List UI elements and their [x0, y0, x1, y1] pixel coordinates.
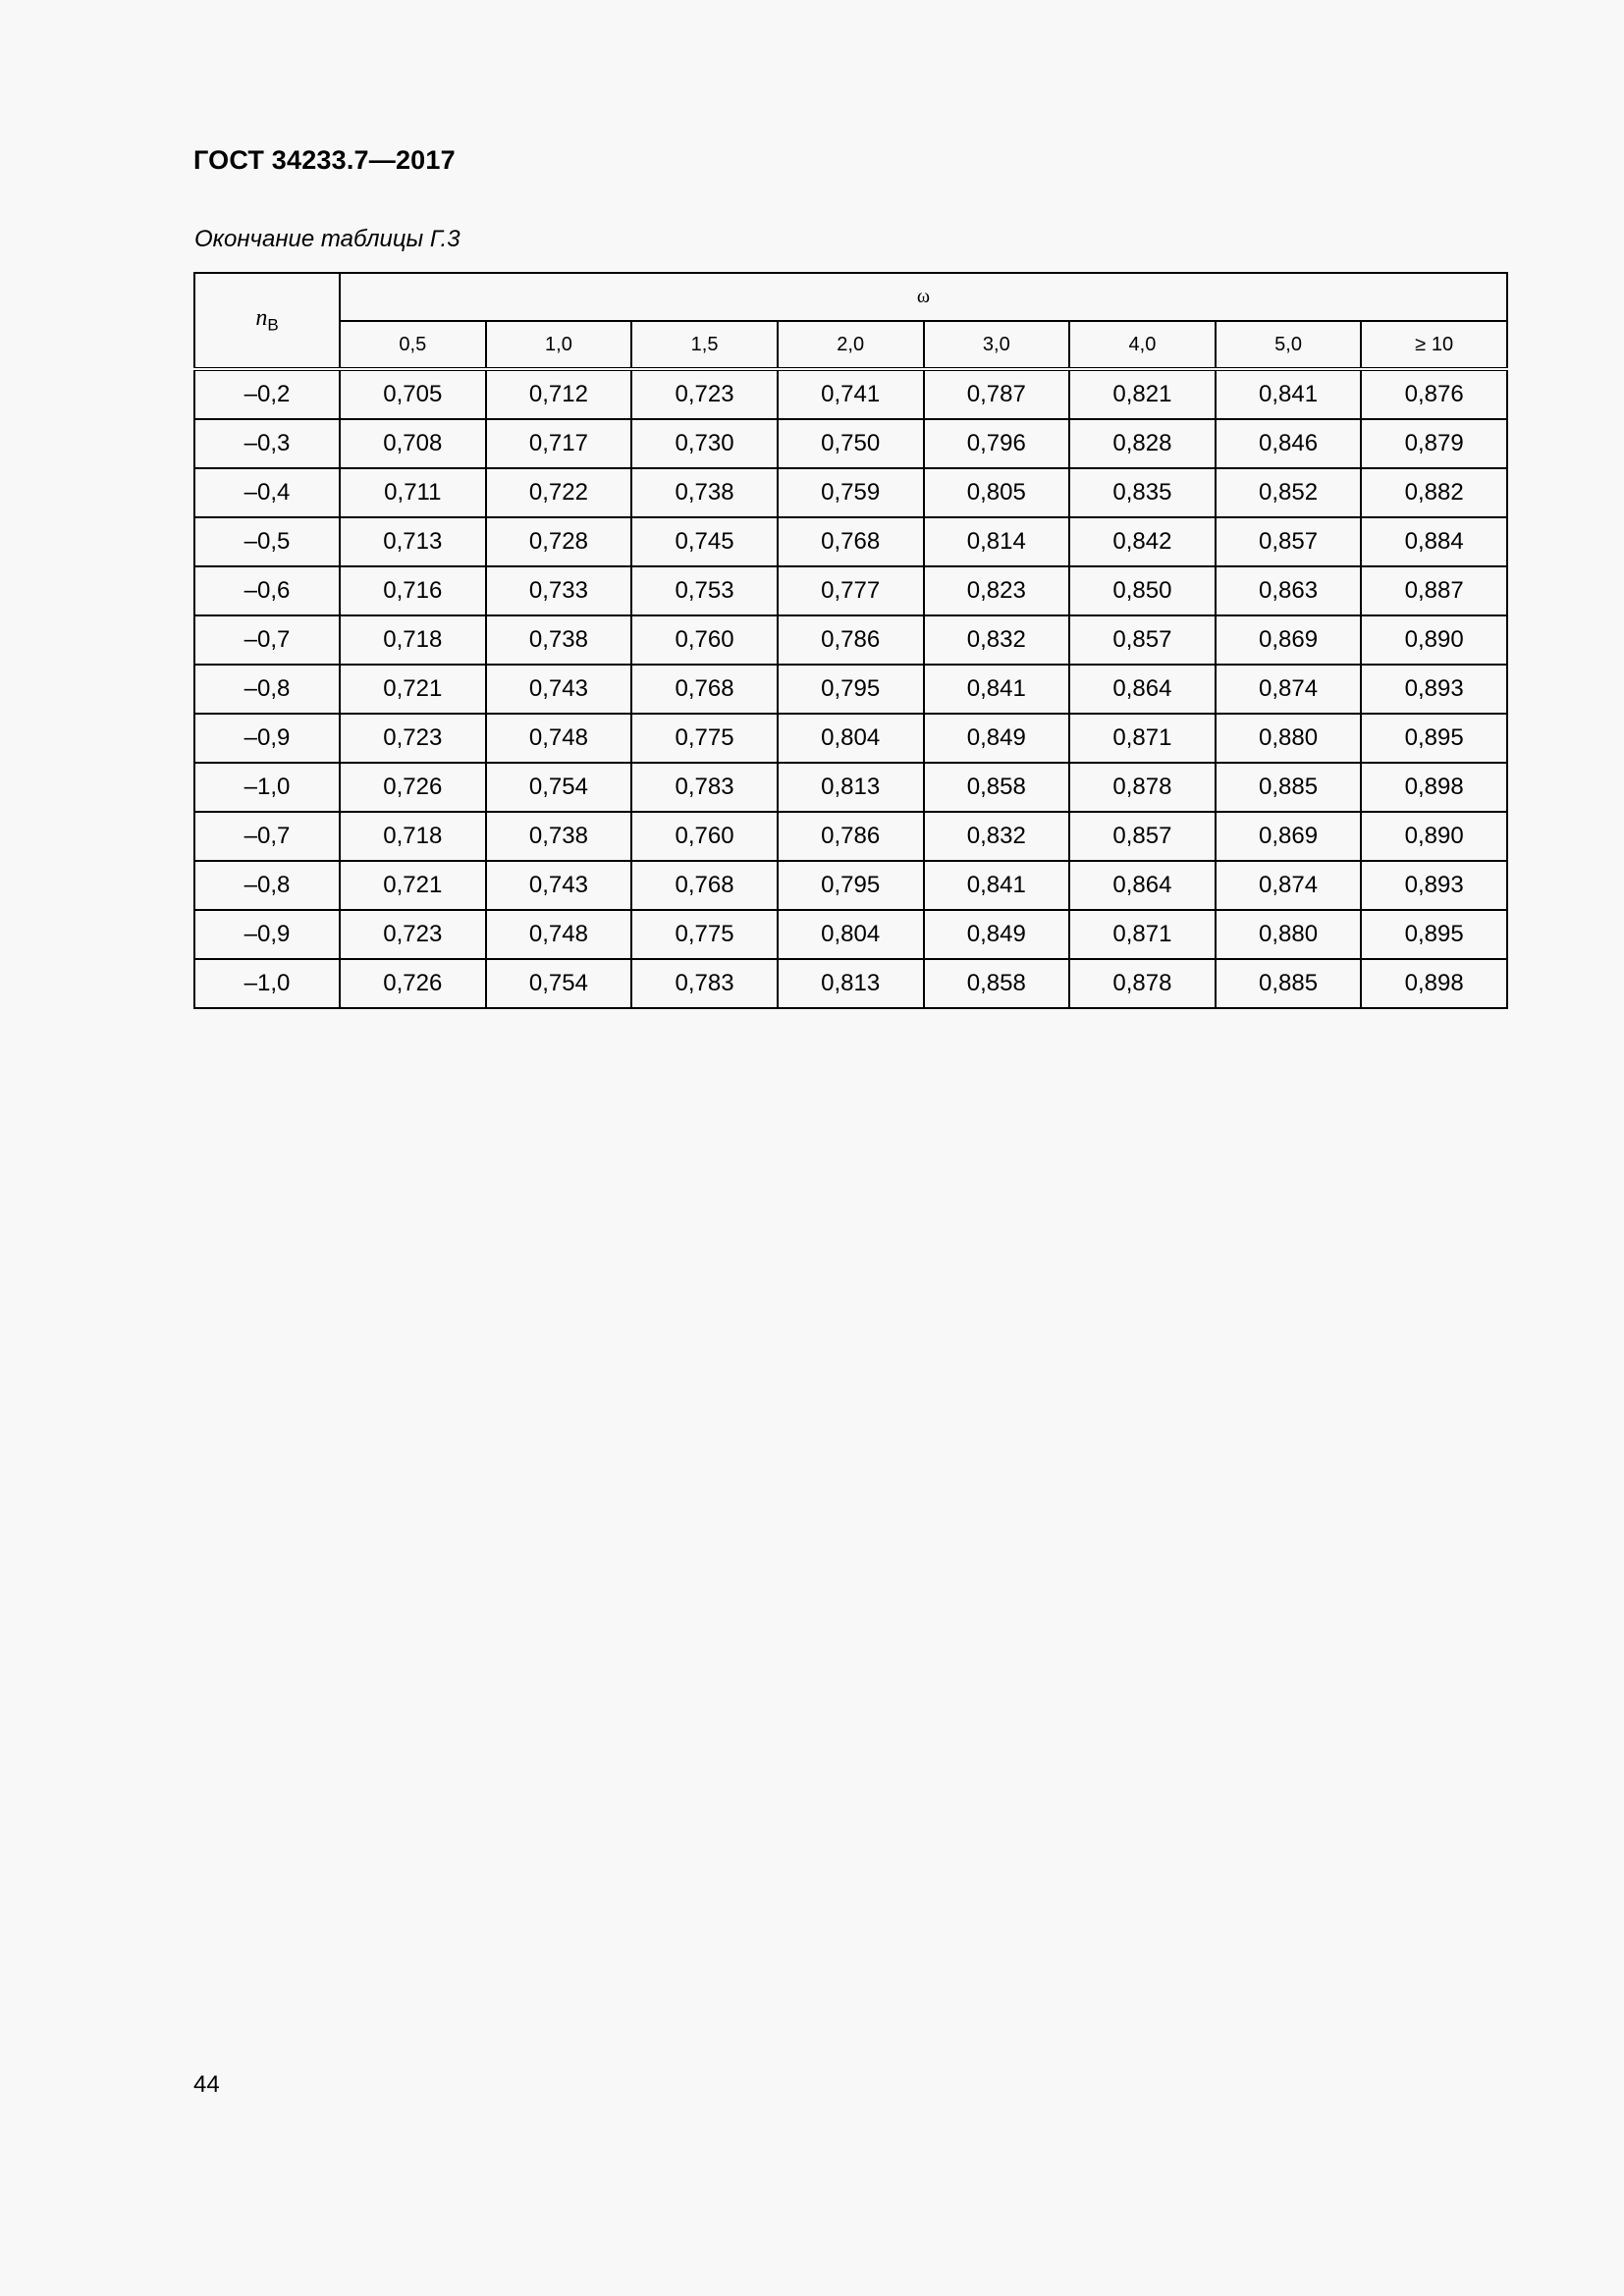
value-cell: 0,795	[778, 665, 924, 714]
value-cell: 0,849	[924, 910, 1070, 959]
value-cell: 0,876	[1361, 369, 1507, 419]
value-cell: 0,884	[1361, 517, 1507, 566]
value-cell: 0,805	[924, 468, 1070, 517]
value-cell: 0,716	[340, 566, 486, 615]
value-cell: 0,864	[1069, 665, 1216, 714]
value-cell: 0,841	[924, 861, 1070, 910]
value-cell: 0,852	[1216, 468, 1362, 517]
value-cell: 0,759	[778, 468, 924, 517]
value-cell: 0,898	[1361, 763, 1507, 812]
value-cell: 0,842	[1069, 517, 1216, 566]
value-cell: 0,721	[340, 665, 486, 714]
document-header: ГОСТ 34233.7—2017	[193, 145, 456, 175]
value-cell: 0,717	[486, 419, 632, 468]
row-label-cell: –0,7	[194, 615, 340, 665]
value-cell: 0,871	[1069, 714, 1216, 763]
table-caption: Окончание таблицы Г.3	[194, 226, 460, 252]
value-cell: 0,813	[778, 959, 924, 1008]
value-cell: 0,796	[924, 419, 1070, 468]
value-cell: 0,775	[631, 910, 778, 959]
value-cell: 0,893	[1361, 861, 1507, 910]
value-cell: 0,828	[1069, 419, 1216, 468]
table-row	[194, 861, 1507, 910]
value-cell: 0,705	[340, 369, 486, 419]
value-cell: 0,858	[924, 959, 1070, 1008]
value-cell: 0,813	[778, 763, 924, 812]
row-label-cell: –0,5	[194, 517, 340, 566]
value-cell: 0,713	[340, 517, 486, 566]
value-cell: 0,858	[924, 763, 1070, 812]
value-cell: 0,743	[486, 861, 632, 910]
row-label-cell: –0,8	[194, 861, 340, 910]
value-cell: 0,748	[486, 910, 632, 959]
value-cell: 0,880	[1216, 910, 1362, 959]
table-row	[194, 566, 1507, 615]
value-cell: 0,745	[631, 517, 778, 566]
value-cell: 0,893	[1361, 665, 1507, 714]
row-label-cell: –0,2	[194, 369, 340, 419]
value-cell: 0,821	[1069, 369, 1216, 419]
table-row	[194, 615, 1507, 665]
value-cell: 0,849	[924, 714, 1070, 763]
row-label-cell: –1,0	[194, 959, 340, 1008]
value-cell: 0,841	[1216, 369, 1362, 419]
value-cell: 0,846	[1216, 419, 1362, 468]
value-cell: 0,723	[340, 910, 486, 959]
row-label-cell: –0,3	[194, 419, 340, 468]
table-row	[194, 419, 1507, 468]
table-row	[194, 517, 1507, 566]
column-header: 0,5	[340, 321, 486, 369]
column-header: ≥ 10	[1361, 321, 1507, 369]
table-row	[194, 714, 1507, 763]
row-label-cell: –0,9	[194, 714, 340, 763]
value-cell: 0,863	[1216, 566, 1362, 615]
value-cell: 0,857	[1069, 615, 1216, 665]
value-cell: 0,887	[1361, 566, 1507, 615]
value-cell: 0,890	[1361, 615, 1507, 665]
value-cell: 0,748	[486, 714, 632, 763]
column-header: 5,0	[1216, 321, 1362, 369]
header-row-group	[194, 273, 1507, 321]
value-cell: 0,726	[340, 959, 486, 1008]
row-header-cell	[194, 273, 340, 369]
value-cell: 0,726	[340, 763, 486, 812]
value-cell: 0,754	[486, 959, 632, 1008]
value-cell: 0,753	[631, 566, 778, 615]
value-cell: 0,874	[1216, 861, 1362, 910]
value-cell: 0,730	[631, 419, 778, 468]
row-label-cell: –0,4	[194, 468, 340, 517]
value-cell: 0,783	[631, 959, 778, 1008]
column-header: 1,5	[631, 321, 778, 369]
value-cell: 0,775	[631, 714, 778, 763]
row-label-cell: –0,7	[194, 812, 340, 861]
row-label-cell: –0,6	[194, 566, 340, 615]
value-cell: 0,786	[778, 615, 924, 665]
value-cell: 0,722	[486, 468, 632, 517]
table-row	[194, 763, 1507, 812]
value-cell: 0,878	[1069, 959, 1216, 1008]
value-cell: 0,718	[340, 615, 486, 665]
row-header-symbol: n	[255, 305, 268, 332]
table-row	[194, 369, 1507, 419]
value-cell: 0,832	[924, 615, 1070, 665]
value-cell: 0,895	[1361, 910, 1507, 959]
value-cell: 0,879	[1361, 419, 1507, 468]
value-cell: 0,880	[1216, 714, 1362, 763]
value-cell: 0,835	[1069, 468, 1216, 517]
value-cell: 0,741	[778, 369, 924, 419]
value-cell: 0,738	[486, 812, 632, 861]
value-cell: 0,814	[924, 517, 1070, 566]
value-cell: 0,723	[340, 714, 486, 763]
column-header: 4,0	[1069, 321, 1216, 369]
value-cell: 0,768	[631, 861, 778, 910]
row-label-cell: –0,8	[194, 665, 340, 714]
value-cell: 0,768	[778, 517, 924, 566]
table-row	[194, 468, 1507, 517]
value-cell: 0,864	[1069, 861, 1216, 910]
value-cell: 0,869	[1216, 812, 1362, 861]
value-cell: 0,898	[1361, 959, 1507, 1008]
row-header-subscript: В	[267, 315, 279, 335]
column-header: 3,0	[924, 321, 1070, 369]
value-cell: 0,733	[486, 566, 632, 615]
table-row	[194, 959, 1507, 1008]
table-row	[194, 665, 1507, 714]
value-cell: 0,723	[631, 369, 778, 419]
value-cell: 0,878	[1069, 763, 1216, 812]
value-cell: 0,786	[778, 812, 924, 861]
value-cell: 0,743	[486, 665, 632, 714]
value-cell: 0,869	[1216, 615, 1362, 665]
column-header: 1,0	[486, 321, 632, 369]
column-header: 2,0	[778, 321, 924, 369]
value-cell: 0,882	[1361, 468, 1507, 517]
value-cell: 0,857	[1069, 812, 1216, 861]
value-cell: 0,777	[778, 566, 924, 615]
value-cell: 0,832	[924, 812, 1070, 861]
value-cell: 0,841	[924, 665, 1070, 714]
value-cell: 0,850	[1069, 566, 1216, 615]
value-cell: 0,721	[340, 861, 486, 910]
value-cell: 0,874	[1216, 665, 1362, 714]
value-cell: 0,804	[778, 910, 924, 959]
table-head	[194, 273, 1507, 369]
value-cell: 0,890	[1361, 812, 1507, 861]
value-cell: 0,754	[486, 763, 632, 812]
value-cell: 0,708	[340, 419, 486, 468]
page-number: 44	[193, 2071, 220, 2098]
value-cell: 0,885	[1216, 763, 1362, 812]
value-cell: 0,760	[631, 812, 778, 861]
value-cell: 0,871	[1069, 910, 1216, 959]
value-cell: 0,795	[778, 861, 924, 910]
value-cell: 0,738	[486, 615, 632, 665]
value-cell: 0,895	[1361, 714, 1507, 763]
row-label-cell: –0,9	[194, 910, 340, 959]
value-cell: 0,738	[631, 468, 778, 517]
value-cell: 0,823	[924, 566, 1070, 615]
value-cell: 0,750	[778, 419, 924, 468]
value-cell: 0,768	[631, 665, 778, 714]
value-cell: 0,804	[778, 714, 924, 763]
value-cell: 0,783	[631, 763, 778, 812]
value-cell: 0,857	[1216, 517, 1362, 566]
data-table	[193, 272, 1508, 1009]
value-cell: 0,718	[340, 812, 486, 861]
group-header-omega: ω	[340, 273, 1507, 321]
value-cell: 0,760	[631, 615, 778, 665]
table-body	[194, 369, 1507, 1008]
table-row	[194, 910, 1507, 959]
column-header-row	[194, 321, 1507, 369]
table-row	[194, 812, 1507, 861]
value-cell: 0,787	[924, 369, 1070, 419]
value-cell: 0,885	[1216, 959, 1362, 1008]
value-cell: 0,711	[340, 468, 486, 517]
value-cell: 0,728	[486, 517, 632, 566]
row-label-cell: –1,0	[194, 763, 340, 812]
value-cell: 0,712	[486, 369, 632, 419]
